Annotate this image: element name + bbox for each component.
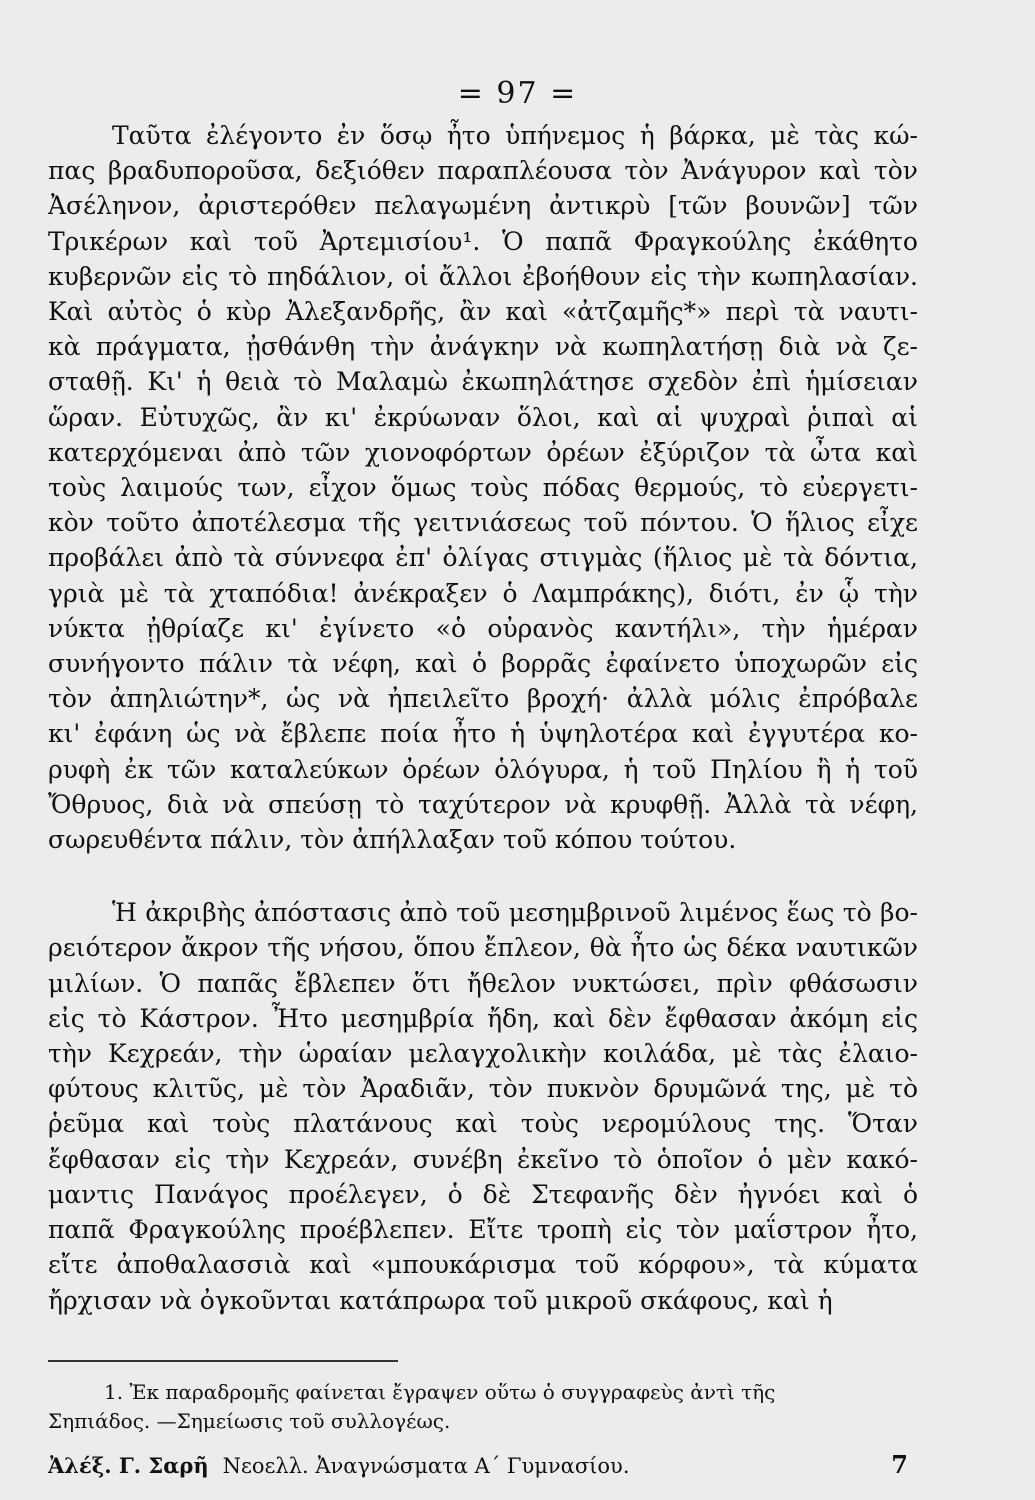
text-line: συνήγοντο πάλιν τὰ νέφη, καὶ ὁ βορρᾶς ἐφαίνετο ὑποχωρῶν εἰς xyxy=(48,649,918,679)
text-line: τοὺς λαιμούς των, εἶχον ὅμως τοὺς πόδας θερμούς, τὸ εὐεργετι- xyxy=(48,473,918,503)
text-line: κατερχόμεναι ἀπὸ τῶν χιονοφόρτων ὀρέων ἐξύριζον τὰ ὦτα καὶ xyxy=(48,437,918,467)
signature-sheet-number: 7 xyxy=(891,1450,908,1479)
text-line: κυβερνῶν εἰς τὸ πηδάλιον, οἱ ἄλλοι ἐβοήθουν εἰς τὴν κωπηλασίαν. xyxy=(48,261,918,291)
text-line: ρυφὴ ἐκ τῶν καταλεύκων ὀρέων ὁλόγυρα, ἡ τοῦ Πηλίου ἢ ἡ τοῦ xyxy=(48,754,918,784)
footnote-divider xyxy=(48,1360,398,1362)
text-line: γριὰ μὲ τὰ χταπόδια! ἀνέκραξεν ὁ Λαμπράκης), διότι, ἐν ᾧ τὴν xyxy=(48,578,918,608)
text-line: Τρικέρων καὶ τοῦ Ἀρτεμισίου¹. Ὁ παπᾶ Φραγκούλης ἐκάθητο xyxy=(48,226,918,256)
paragraph-1 xyxy=(48,118,918,857)
paragraph-2 xyxy=(48,895,918,1317)
text-line: Ἡ ἀκριβὴς ἀπόστασις ἀπὸ τοῦ μεσημβρινοῦ λιμένος ἕως τὸ βο- xyxy=(112,898,918,928)
footnote-line: Σηπιάδος. —Σημείωσις τοῦ συλλογέως. xyxy=(48,1409,451,1433)
text-line: τὸν ἀπηλιώτην*, ὡς νὰ ἠπειλεῖτο βροχή· ἀλλὰ μόλις ἐπρόβαλε xyxy=(48,684,918,714)
printer-signature xyxy=(48,1450,908,1479)
page-number: = 97 = xyxy=(457,76,578,111)
text-line: παπᾶ Φραγκούλης προέβλεπεν. Εἴτε τροπὴ εἰς τὸν μαΐστρον ἦτο, xyxy=(48,1215,918,1245)
text-line: μιλίων. Ὁ παπᾶς ἔβλεπεν ὅτι ἤθελον νυκτώσει, πρὶν φθάσωσιν xyxy=(48,968,918,998)
text-line: ὥραν. Εὐτυχῶς, ἂν κι' ἐκρύωναν ὅλοι, καὶ αἱ ψυχραὶ ῥιπαὶ αἱ xyxy=(48,402,918,432)
text-line: Ὄθρυος, διὰ νὰ σπεύσῃ τὸ ταχύτερον νὰ κρυφθῇ. Ἀλλὰ τὰ νέφη, xyxy=(48,789,918,819)
text-line: νύκτα ᾐθρίαζε κι' ἐγίνετο «ὁ οὐρανὸς καντήλι», τὴν ἡμέραν xyxy=(48,613,918,643)
text-line: εἴτε ἀποθαλασσιὰ καὶ «μπουκάρισμα τοῦ κόρφου», τὰ κύματα xyxy=(48,1250,918,1280)
text-line: κι' ἐφάνη ὡς νὰ ἔβλεπε ποία ἦτο ἡ ὑψηλοτέρα καὶ ἐγγυτέρα κο- xyxy=(48,719,918,749)
footnote-line: 1. Ἐκ παραδρομῆς φαίνεται ἔγραψεν οὕτω ὁ συγγραφεὺς ἀντὶ τῆς xyxy=(104,1380,776,1404)
signature-author: Ἀλέξ. Γ. Σαρῆ xyxy=(48,1453,209,1478)
text-line: κὸν τοῦτο ἀποτέλεσμα τῆς γειτνιάσεως τοῦ πόντου. Ὁ ἥλιος εἶχε xyxy=(48,508,918,538)
text-line: ἤρχισαν νὰ ὀγκοῦνται κατάπρωρα τοῦ μικροῦ σκάφους, καὶ ἡ xyxy=(48,1285,833,1315)
text-line: ἔφθασαν εἰς τὴν Κεχρεάν, συνέβη ἐκεῖνο τὸ ὁποῖον ὁ μὲν κακό- xyxy=(48,1144,918,1174)
text-line: Ἀσέληνον, ἀριστερόθεν πελαγωμένη ἀντικρὺ [τῶν βουνῶν] τῶν xyxy=(48,191,918,221)
text-line: Καὶ αὐτὸς ὁ κὺρ Ἀλεξανδρῆς, ἂν καὶ «ἀτζαμῆς*» περὶ τὰ ναυτι- xyxy=(48,297,918,327)
text-line: προβάλει ἀπὸ τὰ σύννεφα ἐπ' ὀλίγας στιγμὰς (ἥλιος μὲ τὰ δόντια, xyxy=(48,543,918,573)
text-line: σταθῇ. Κι' ἡ θειὰ τὸ Μαλαμὼ ἐκωπηλάτησε σχεδὸν ἐπὶ ἡμίσειαν xyxy=(48,367,918,397)
text-line: εἰς τὸ Κάστρον. Ἦτο μεσημβρία ἤδη, καὶ δὲν ἔφθασαν ἀκόμη εἰς xyxy=(48,1003,918,1033)
text-line: κὰ πράγματα, ᾐσθάνθη τὴν ἀνάγκην νὰ κωπηλατήσῃ διὰ νὰ ζε- xyxy=(48,332,918,362)
text-line: φύτους κλιτῦς, μὲ τὸν Ἀραδιᾶν, τὸν πυκνὸν δρυμῶνά της, μὲ τὸ xyxy=(48,1074,918,1104)
footnote xyxy=(48,1378,918,1436)
body-text xyxy=(48,118,918,1318)
text-line: Ταῦτα ἐλέγοντο ἐν ὅσῳ ἦτο ὑπήνεμος ἡ βάρκα, μὲ τὰς κώ- xyxy=(112,121,918,150)
signature-book: Νεοελλ. Ἀναγνώσματα Α΄ Γυμνασίου. xyxy=(222,1454,630,1478)
text-line: ρειότερον ἄκρον τῆς νήσου, ὅπου ἔπλεον, θὰ ἦτο ὡς δέκα ναυτικῶν xyxy=(48,933,918,963)
text-line: τὴν Κεχρεάν, τὴν ὡραίαν μελαγχολικὴν κοιλάδα, μὲ τὰς ἐλαιο- xyxy=(48,1039,918,1069)
text-line: ῥεῦμα καὶ τοὺς πλατάνους καὶ τοὺς νερομύλους της. Ὅταν xyxy=(48,1109,918,1139)
text-line: σωρευθέντα πάλιν, τὸν ἀπήλλαξαν τοῦ κόπου τούτου. xyxy=(48,825,737,855)
text-line: πας βραδυποροῦσα, δεξιόθεν παραπλέουσα τὸν Ἀνάγυρον καὶ τὸν xyxy=(48,156,918,186)
text-line: μαντις Πανάγος προέλεγεν, ὁ δὲ Στεφανῆς δὲν ἠγνόει καὶ ὁ xyxy=(48,1179,918,1209)
